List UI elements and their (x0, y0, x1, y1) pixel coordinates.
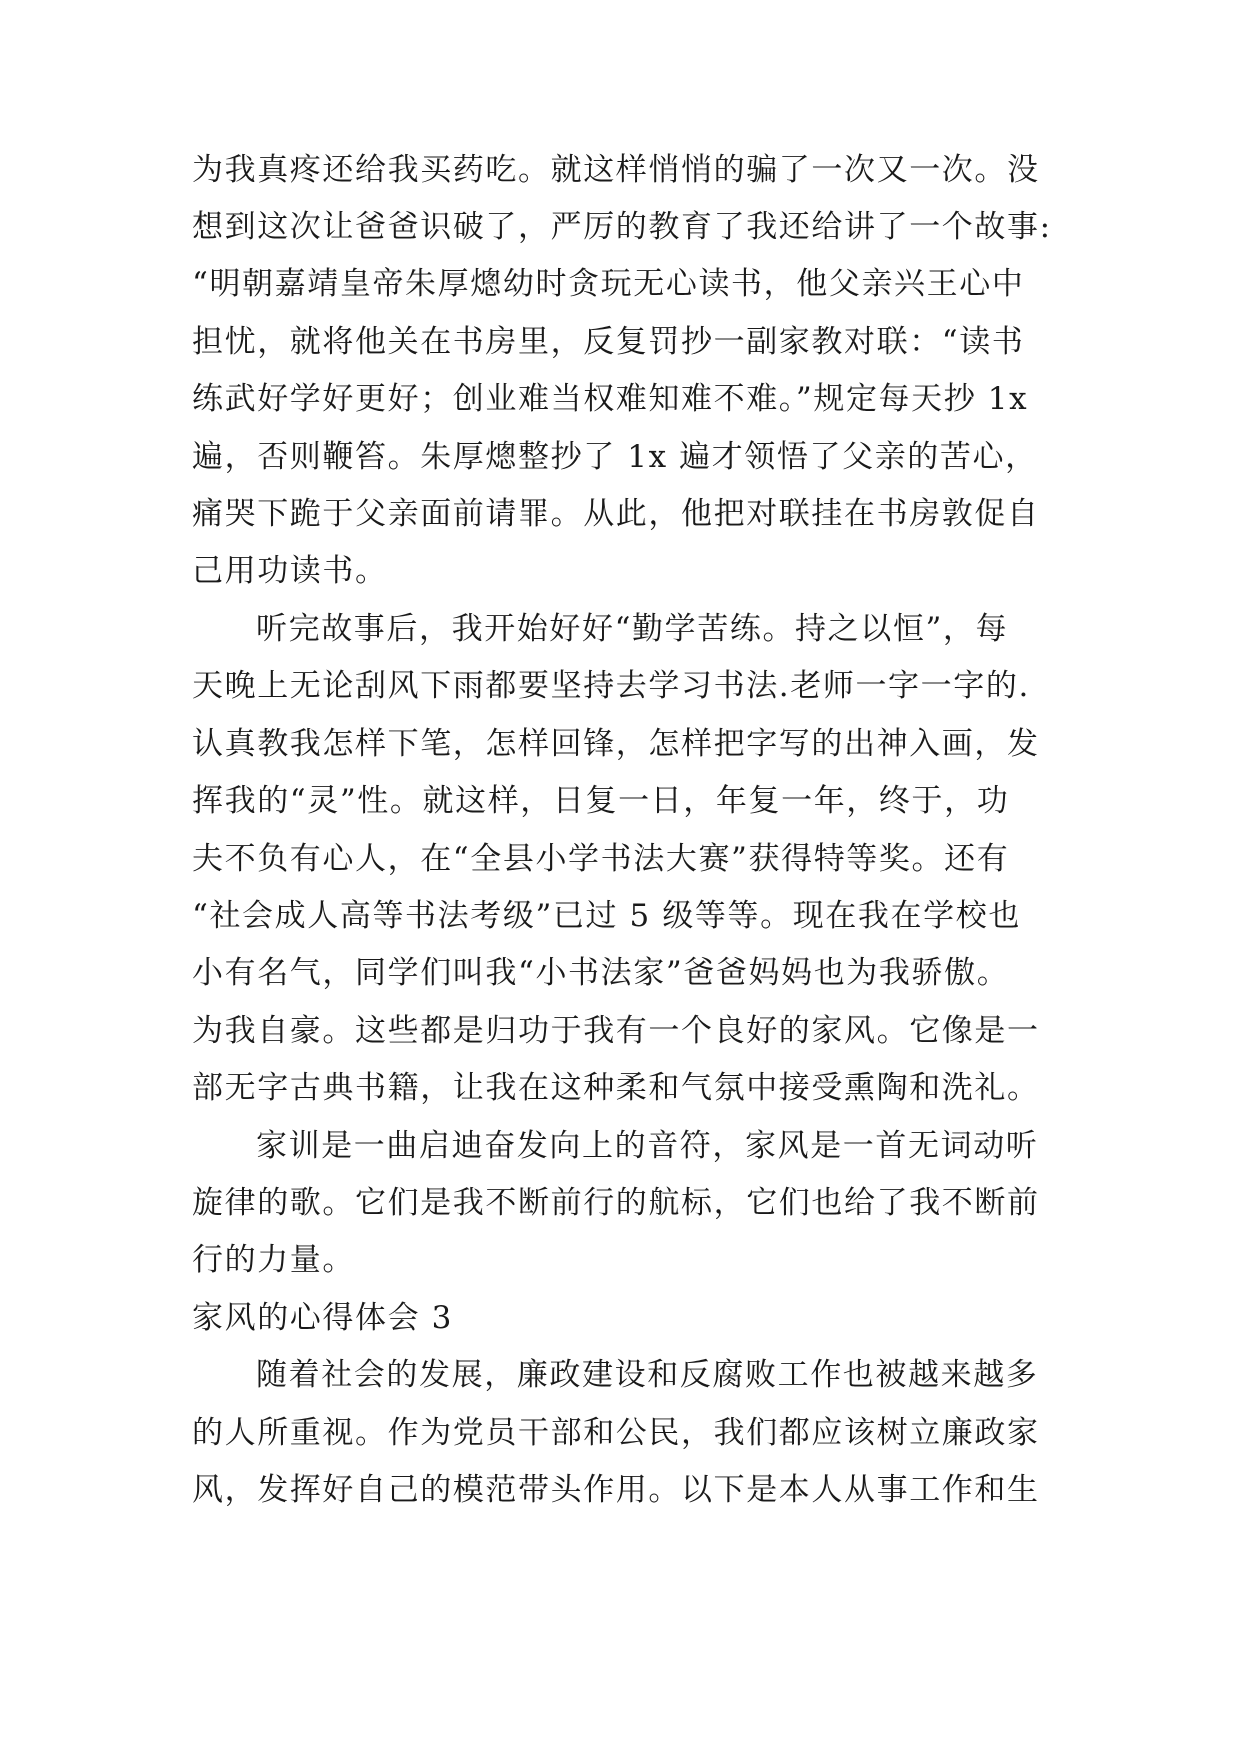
text-line: 小有名气，同学们叫我“小书法家”爸爸妈妈也为我骄傲。 (192, 955, 1010, 991)
text-line: 风，发挥好自己的模范带头作用。以下是本人从事工作和生 (192, 1472, 1040, 1508)
text-line: “明朝嘉靖皇帝朱厚熜幼时贪玩无心读书，他父亲兴王心中 (192, 266, 1025, 302)
text-line: 挥我的“灵”性。就这样，日复一日，年复一年，终于，功 (192, 783, 1010, 819)
section-heading: 家风的心得体会 3 (192, 1300, 453, 1336)
text-line: 己用功读书。 (192, 553, 388, 589)
text-line: 行的力量。 (192, 1242, 355, 1278)
paragraph-first-line: 随着社会的发展，廉政建设和反腐败工作也被越来越多 (256, 1357, 1039, 1393)
text-line: “社会成人高等书法考级”已过 5 级等等。现在我在学校也 (192, 898, 1021, 934)
text-line: 想到这次让爸爸识破了，严厉的教育了我还给讲了一个故事: (192, 209, 1052, 245)
text-line: 的人所重视。作为党员干部和公民，我们都应该树立廉政家 (192, 1415, 1040, 1451)
text-line: 旋律的歌。它们是我不断前行的航标，它们也给了我不断前 (192, 1185, 1040, 1221)
paragraph-first-line: 家训是一曲启迪奋发向上的音符，家风是一首无词动听 (256, 1128, 1039, 1164)
paragraph-first-line: 听完故事后，我开始好好“勤学苦练。持之以恒”，每 (256, 611, 1009, 647)
text-line: 为我自豪。这些都是归功于我有一个良好的家风。它像是一 (192, 1013, 1040, 1049)
text-line: 遍，否则鞭笞。朱厚熜整抄了 1x 遍才领悟了父亲的苦心， (192, 439, 1038, 475)
text-line: 认真教我怎样下笔，怎样回锋，怎样把字写的出神入画，发 (192, 726, 1040, 762)
text-line: 部无字古典书籍，让我在这种柔和气氛中接受熏陶和洗礼。 (192, 1070, 1040, 1106)
text-line: 痛哭下跪于父亲面前请罪。从此，他把对联挂在书房敦促自 (192, 496, 1040, 532)
text-line: 练武好学好更好；创业难当权难知难不难。”规定每天抄 1x (192, 381, 1029, 417)
text-line: 天晚上无论刮风下雨都要坚持去学习书法.老师一字一字的. (192, 668, 1030, 704)
text-line: 担忧，就将他关在书房里，反复罚抄一副家教对联：“读书 (192, 324, 1025, 360)
text-line: 夫不负有心人，在“全县小学书法大赛”获得特等奖。还有 (192, 841, 1010, 877)
text-line: 为我真疼还给我买药吃。就这样悄悄的骗了一次又一次。没 (192, 152, 1040, 188)
